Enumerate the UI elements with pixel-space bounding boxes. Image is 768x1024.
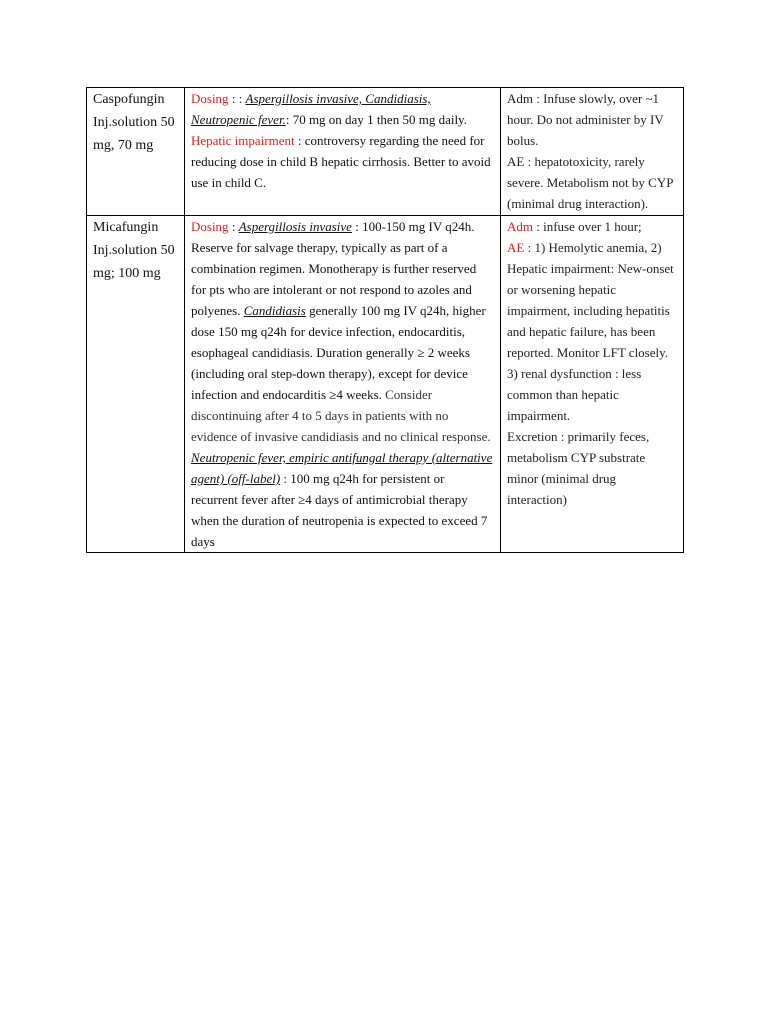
indication-text: Neutropenic fever, empiric antifungal therapy (alternative agent) (off-label) (191, 450, 493, 486)
drug-form: Inj.solution 50 mg; 100 mg (93, 243, 175, 281)
drug-form: Inj.solution 50 mg, 70 mg (93, 115, 175, 153)
adm-text: Adm : Infuse slowly, over ~1 hour. Do not administer by IV bolus. (507, 91, 664, 148)
drug-table (86, 87, 684, 553)
dosing-label: Dosing (191, 91, 229, 106)
dosing-text: : 100 mg q24h for persistent or recurrent fever after ≥4 days of antimicrobial therapy when the duration of neutropenia is expected to exceed 7 days (191, 471, 488, 549)
dosing-separator: : (228, 219, 239, 234)
notes-cell (501, 88, 684, 216)
dosing-text: generally 100 mg IV q24h, higher dose 150 mg q24h for device infection, endocarditis, esophageal candidiasis. Duration generally ≥ 2 weeks (including oral step-down therapy), except for device infection and endocarditis ≥4 weeks. (191, 303, 486, 402)
adm-label: Adm (507, 219, 533, 234)
dosing-text: : 70 mg on day 1 then 50 mg daily. (285, 112, 467, 127)
adm-text: : infuse over 1 hour; (533, 219, 642, 234)
drug-cell (87, 216, 185, 553)
dosing-cell (185, 216, 501, 553)
dosing-text: : 100-150 mg IV q24h. Reserve for salvage therapy, typically as part of a combination regimen. Monotherapy is further reserved for pts who are intolerant or not respond to azoles and polyenes. (191, 219, 477, 318)
table-row (87, 88, 684, 216)
dosing-cell (185, 88, 501, 216)
hepatic-impairment-text: : controversy regarding the need for reducing dose in child B hepatic cirrhosis. Better to avoid use in child C. (191, 133, 491, 190)
hepatic-impairment-label: Hepatic impairment (191, 133, 295, 148)
ae-text: : 1) Hemolytic anemia, 2) Hepatic impairment: New-onset or worsening hepatic impairment, including hepatitis and hepatic failure, has been reported. Monitor LFT closely. 3) renal dysfunction : less common than hepatic impairment. (507, 240, 674, 423)
drug-name: Caspofungin (93, 92, 165, 107)
dosing-label: Dosing (191, 219, 229, 234)
drug-name: Micafungin (93, 220, 159, 235)
ae-label: AE (507, 240, 525, 255)
excretion-text: Excretion : primarily feces, metabolism CYP substrate minor (minimal drug interaction) (507, 429, 650, 507)
ae-text: AE : hepatotoxicity, rarely severe. Metabolism not by CYP (minimal drug interaction). (507, 154, 673, 211)
indication-text: Candidiasis (243, 303, 306, 318)
indication-text: Aspergillosis invasive (238, 219, 352, 234)
dosing-text: Consider discontinuing after 4 to 5 days in patients with no evidence of invasive candidiasis and no clinical response. (191, 387, 491, 444)
table-row (87, 216, 684, 553)
dosing-separator: : : (228, 91, 246, 106)
notes-cell (501, 216, 684, 553)
drug-cell (87, 88, 185, 216)
indication-text: Aspergillosis invasive, Candidiasis, Neutropenic fever. (191, 91, 431, 127)
